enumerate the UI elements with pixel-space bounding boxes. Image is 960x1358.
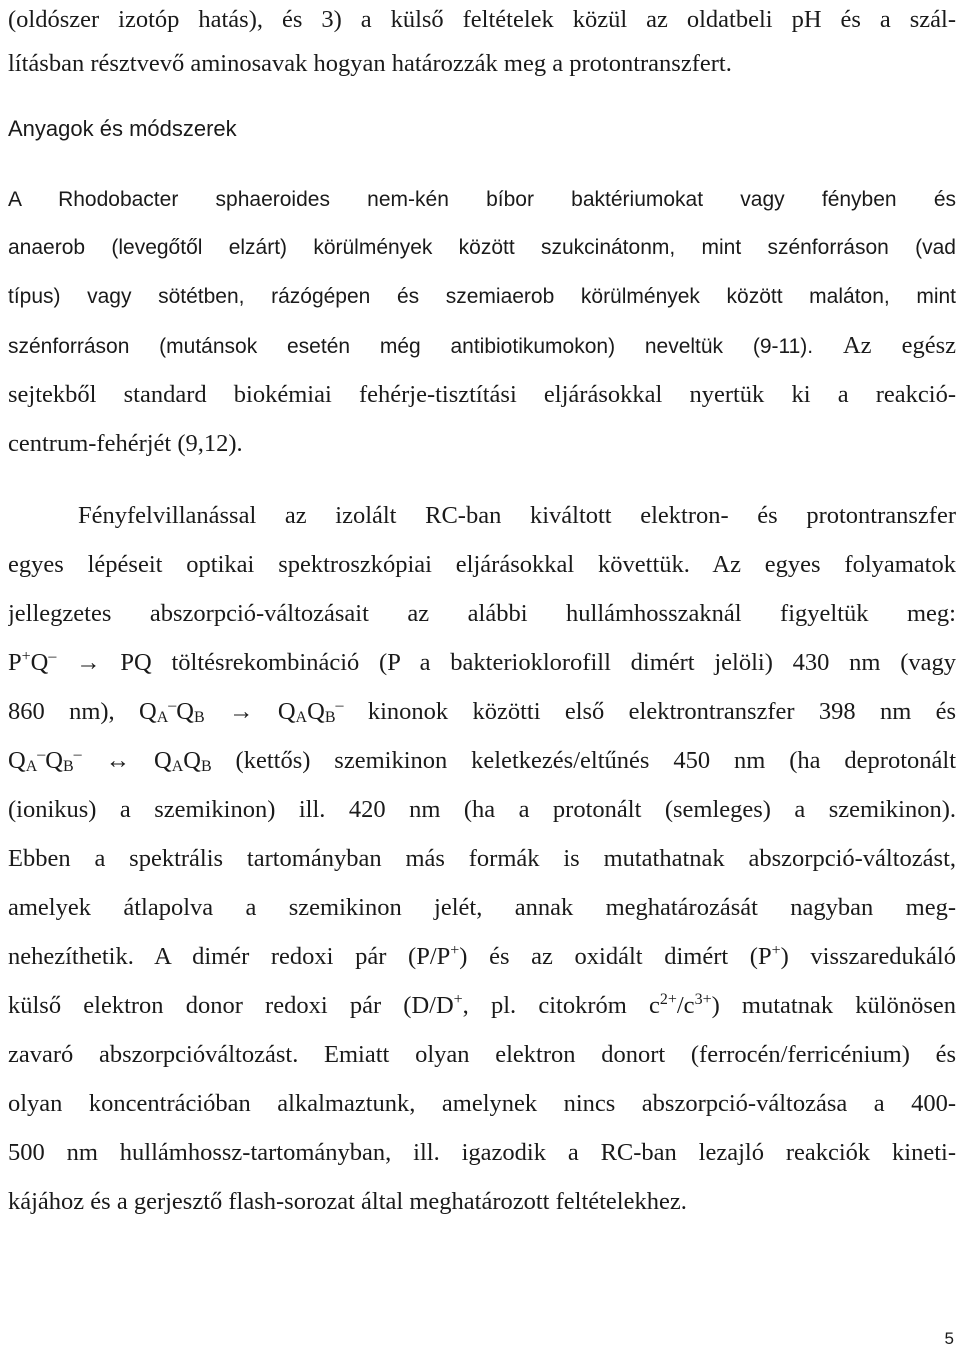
- forward-arrow-icon: →: [229, 698, 254, 725]
- page-number: 5: [944, 1329, 954, 1348]
- para2-line-5: [8, 692, 956, 732]
- para1-line-3: típus) vagy sötétben, rázógépen és szemiaerob körülmények között maláton, mint: [8, 285, 956, 308]
- para2-line-5-rest: kinonok közötti első elektrontranszfer 398 nm és: [367, 698, 956, 725]
- para2-line-2: egyes lépéseit optikai spektroszkópiai eljárásokkal követtük. Az egyes folyamatok: [8, 551, 956, 578]
- para1-line-6: centrum-fehérjét (9,12).: [8, 430, 243, 457]
- para2-line-10: nehezíthetik. A dimér redoxi pár (P/P+) és az oxidált dimért (P+) visszaredukáló: [8, 942, 956, 970]
- para2-line-14: 500 nm hullámhossz-tartományban, ill. igazodik a RC-ban lezajló reakciók kineti-: [8, 1139, 956, 1166]
- q-symbol: Q: [30, 649, 49, 676]
- intro-line-2: lításban résztvevő aminosavak hogyan határozzák meg a protontranszfert.: [8, 50, 732, 77]
- para1-line-5: sejtekből standard biokémiai fehérje-tisztítási eljárásokkal nyertük ki a reakció-: [8, 381, 956, 408]
- para1-line-4-tail: Az egész: [842, 332, 956, 359]
- para2-line-5-pre: 860 nm),: [8, 698, 115, 725]
- qa-minus-qb-minus: QA–QB–: [8, 746, 82, 775]
- para2-line-1: Fényfelvillanással az izolált RC-ban kiváltott elektron- és protontranszfer: [78, 502, 956, 529]
- para2-line-12: zavaró abszorpcióváltozást. Emiatt olyan elektron donort (ferrocén/ferricénium) és: [8, 1041, 956, 1068]
- forward-arrow-icon: →: [76, 649, 101, 676]
- para2-line-4: [8, 643, 956, 683]
- para2-line-15: kájához és a gerjesztő flash-sorozat által meghatározott feltételekhez.: [8, 1188, 687, 1215]
- p-symbol: P: [8, 649, 22, 676]
- q-minus-superscript: –: [48, 648, 57, 665]
- qa-qb-minus: QAQB–: [277, 697, 344, 726]
- para2-line-6: [8, 741, 956, 781]
- para2-line-6-rest: (kettős) szemikinon keletkezés/eltűnés 450 nm (ha deprotonált: [235, 747, 956, 774]
- para2-line-4-rest: PQ töltésrekombináció (P a bakterioklorofill dimért jelöli) 430 nm (vagy: [120, 649, 956, 676]
- para2-line-9: amelyek átlapolva a szemikinon jelét, annak meghatározását nagyban meg-: [8, 894, 956, 921]
- para2-line-8: Ebben a spektrális tartományban más formák is mutathatnak abszorpció-változást,: [8, 845, 956, 872]
- para1-line-1: A Rhodobacter sphaeroides nem-kén bíbor baktériumokat vagy fényben és: [8, 188, 956, 211]
- qa-qb-h: QAQB: [153, 747, 212, 775]
- section-heading: Anyagok és módszerek: [8, 116, 237, 141]
- para2-line-3: jellegzetes abszorpció-változásait az alábbi hullámhosszaknál figyeltük meg:: [8, 600, 956, 627]
- para1-line-2: anaerob (levegőtől elzárt) körülmények között szukcinátonm, mint szénforráson (vad: [8, 236, 956, 259]
- p-plus-superscript: +: [21, 648, 31, 665]
- intro-line-1: (oldószer izotóp hatás), és 3) a külső feltételek közül az oldatbeli pH és a szál-: [8, 6, 956, 33]
- para2-line-7: (ionikus) a szemikinon) ill. 420 nm (ha a protonált (semleges) a szemikinon).: [8, 796, 956, 823]
- para1-line-4: [8, 326, 956, 366]
- double-arrow-icon: ↔: [105, 747, 131, 774]
- qa-minus-qb: QA–QB: [139, 697, 205, 726]
- para1-line-4-main: szénforráson (mutánsok esetén még antibiotikumokon) neveltük (9-11).: [8, 335, 814, 358]
- para2-line-13: olyan koncentrációban alkalmaztunk, amelynek nincs abszorpció-változása a 400-: [8, 1090, 956, 1117]
- para2-line-11: külső elektron donor redoxi pár (D/D+, pl. citokróm $c^{2+}/c^{3+}$) mutatnak különösen: [8, 991, 956, 1019]
